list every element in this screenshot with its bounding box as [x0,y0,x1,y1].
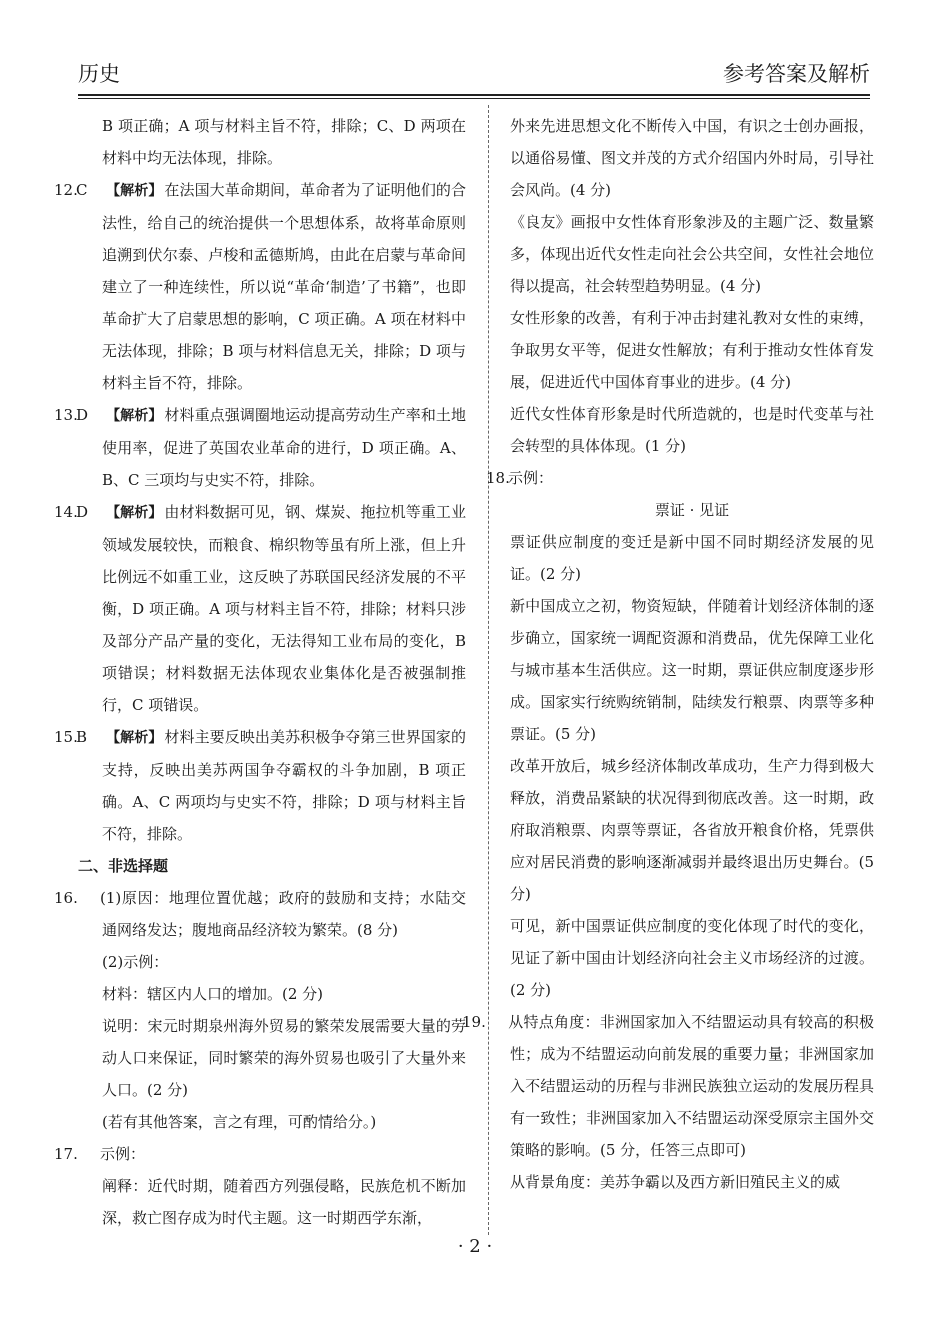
question-15: 15.B 【解析】 材料主要反映出美苏积极争夺第三世界国家的支持，反映出美苏两国争夺霸权的斗争加剧，B 项正确。A、C 两项均与史实不符，排除；D 项与材料主旨不符，排除。 [78,721,466,850]
essay-title: 票证 · 见证 [654,501,730,519]
question-16 [54,882,466,946]
section-heading: 二、非选择题 [78,857,169,875]
question-18 [486,462,874,494]
right-column [462,110,874,1198]
intro-paragraph: B 项正确；A 项与材料主旨不符，排除；C、D 两项在材料中均无法体现，排除。 [102,117,466,167]
q17-elaboration: 阐释：近代时期，随着西方列强侵略，民族危机不断加深，救亡图存成为时代主题。这一时期西学东渐， [102,1177,466,1227]
doc-title: 参考答案及解析 [723,62,870,86]
q18-paragraph: 票证供应制度的变迁是新中国不同时期经济发展的见证。(2 分) [510,533,874,583]
q18-paragraph: 新中国成立之初，物资短缺，伴随着计划经济体制的逐步确立，国家统一调配资源和消费品，优先保障工业化与城市基本生活供应。这一时期，票证供应制度逐步形成。国家实行统购统销制，陆续发行粮票、肉票等多种票证。(5 分) [510,597,874,743]
page-number: · 2 · [457,1236,493,1257]
question-number: 15. [54,728,78,746]
analysis-tag: 【解析】 [106,183,163,199]
q17-continued: 外来先进思想文化不断传入中国，有识之士创办画报，以通俗易懂、图文并茂的方式介绍国内外时局，引导社会风尚。(4 分) [510,117,874,199]
question-17 [54,1138,466,1170]
analysis-text: 由材料数据可见，钢、煤炭、拖拉机等重工业领域发展较快，而粮食、棉织物等虽有所上涨，但上升比例远不如重工业，这反映了苏联国民经济发展的不平衡，D 项正确。A 项与材料主旨不符，排除；材料只涉及部分产品产量的变化，无法得知工业布局的变化，B 项错误；材料数据无法体现农业集体化是否被强制推行，C 项错误。 [102,503,466,714]
left-column [54,110,466,1234]
question-number: 18. [486,469,510,487]
question-number: 17. [54,1145,78,1163]
question-13: 13.D 【解析】 材料重点强调圈地运动提高劳动生产率和土地使用率，促进了英国农业革命的进行，D 项正确。A、B、C 三项均与史实不符，排除。 [78,399,466,496]
answer-text: 示例： [508,469,554,487]
analysis-tag: 【解析】 [106,505,163,521]
question-14: 14.D 【解析】 由材料数据可见，钢、煤炭、拖拉机等重工业领域发展较快，而粮食、棉织物等虽有所上涨，但上升比例远不如重工业，这反映了苏联国民经济发展的不平衡，D 项正确。A 项与材料主旨不符，排除；材料只涉及部分产品产量的变化，无法得知工业布局的变化，B 项错误；材料数据无法体现农业集体化是否被强制推行，C 项错误。 [78,496,466,721]
question-12: 12.C 【解析】 在法国大革命期间，革命者为了证明他们的合法性，给自己的统治提供一个思想体系，故将革命原则追溯到伏尔泰、卢梭和孟德斯鸠，由此在启蒙与革命间建立了一种连续性，所以说“革命‘制造’了书籍”，也即革命扩大了启蒙思想的影响，C 项正确。A 项在材料中无法体现，排除；B 项与材料信息无关，排除；D 项与材料主旨不符，排除。 [78,174,466,399]
q17-paragraph: 近代女性体育形象是时代所造就的，也是时代变革与社会转型的具体体现。(1 分) [510,405,874,455]
analysis-text: 材料主要反映出美苏积极争夺第三世界国家的支持，反映出美苏两国争夺霸权的斗争加剧，B 项正确。A、C 两项均与史实不符，排除；D 项与材料主旨不符，排除。 [102,728,466,843]
q18-paragraph: 可见，新中国票证供应制度的变化体现了时代的变化，见证了新中国由计划经济向社会主义市场经济的过渡。(2 分) [510,917,874,999]
header-rule-thick [78,94,870,96]
answer-text: 从特点角度：非洲国家加入不结盟运动具有较高的积极性；成为不结盟运动向前发展的重要力量；非洲国家加入不结盟运动的历程与非洲民族独立运动的发展历程具有一致性；非洲国家加入不结盟运动深受原宗主国外交策略的影响。(5 分，任答三点即可) [508,1013,874,1159]
question-number: 13. [54,406,78,424]
question-number: 14. [54,503,78,521]
analysis-text: 材料重点强调圈地运动提高劳动生产率和土地使用率，促进了英国农业革命的进行，D 项正确。A、B、C 三项均与史实不符，排除。 [102,406,466,489]
question-number: 12. [54,181,78,199]
q18-paragraph: 改革开放后，城乡经济体制改革成功，生产力得到极大释放，消费品紧缺的状况得到彻底改善。这一时期，政府取消粮票、肉票等票证，各省放开粮食价格，凭票供应对居民消费的影响逐渐减弱并最终退出历史舞台。(5 分) [510,757,874,903]
analysis-tag: 【解析】 [106,730,163,746]
q16-material: 材料：辖区内人口的增加。(2 分) [102,985,324,1003]
answer-text: (1)原因：地理位置优越；政府的鼓励和支持；水陆交通网络发达；腹地商品经济较为繁荣。(8 分) [100,889,466,939]
q17-paragraph: 女性形象的改善，有利于冲击封建礼教对女性的束缚，争取男女平等，促进女性解放；有利于推动女性体育发展，促进近代中国体育事业的进步。(4 分) [510,309,874,391]
q16-part2: (2)示例： [102,953,169,971]
header-rule-thin [78,98,870,99]
page-header [78,58,870,92]
question-19 [462,1006,874,1166]
answer-text: 示例： [100,1145,146,1163]
subject-label: 历史 [78,62,120,86]
question-number: 19. [462,1013,486,1031]
q19-paragraph: 从背景角度：美苏争霸以及西方新旧殖民主义的威 [510,1173,841,1191]
q17-paragraph: 《良友》画报中女性体育形象涉及的主题广泛、数量繁多，体现出近代女性走向社会公共空间，女性社会地位得以提高，社会转型趋势明显。(4 分) [510,213,874,295]
question-number: 16. [54,889,78,907]
q16-note: (若有其他答案，言之有理，可酌情给分。) [102,1113,377,1131]
analysis-tag: 【解析】 [106,408,163,424]
analysis-text: 在法国大革命期间，革命者为了证明他们的合法性，给自己的统治提供一个思想体系，故将革命原则追溯到伏尔泰、卢梭和孟德斯鸠，由此在启蒙与革命间建立了一种连续性，所以说“革命‘制造’了书籍”，也即革命扩大了启蒙思想的影响，C 项正确。A 项在材料中无法体现，排除；B 项与材料信息无关，排除；D 项与材料主旨不符，排除。 [102,181,466,392]
q16-explanation: 说明：宋元时期泉州海外贸易的繁荣发展需要大量的劳动人口来保证，同时繁荣的海外贸易也吸引了大量外来人口。(2 分) [102,1017,466,1099]
